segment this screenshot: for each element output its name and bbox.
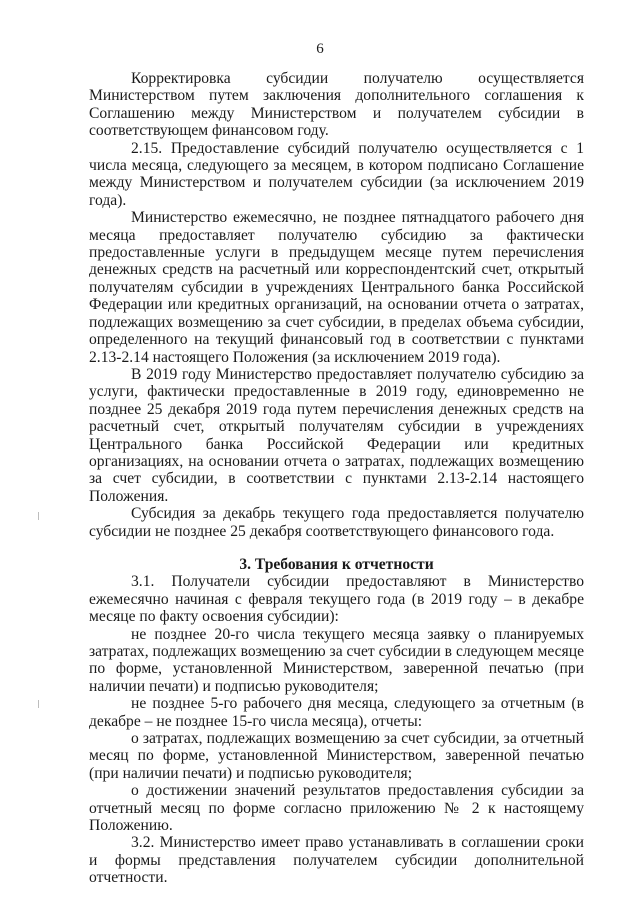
page-number: 6 [316, 41, 324, 57]
margin-mark [38, 512, 39, 520]
paragraph-results-report: о достижении значений результатов предоставления субсидии за отчетный месяц по форме согласно приложению № 2 к настоящему Положению. [89, 782, 584, 835]
paragraph-3-2: 3.2. Министерство имеет право устанавливать в соглашении сроки и формы представления получателем субсидии дополнительной отчетности. [89, 834, 584, 887]
paragraph-reports: не позднее 5-го рабочего дня месяца, следующего за отчетным (в декабре – не позднее 15-го числа месяца), отчеты: [89, 695, 584, 730]
paragraph-2-15: 2.15. Предоставление субсидий получателю осуществляется с 1 числа месяца, следующего за месяцем, в котором подписано Соглашение между Министерством и получателем субсидии (за исключением 2019 года). [89, 139, 584, 209]
paragraph-costs-report: о затратах, подлежащих возмещению за счет субсидии, за отчетный месяц по форме, установленной Министерством, заверенной печатью (при наличии печати) и подписью руководителя; [89, 730, 584, 782]
document-body [89, 70, 584, 887]
section-heading: 3. Требования к отчетности [239, 555, 434, 573]
paragraph-2019-subsidy: В 2019 году Министерство предоставляет получателю субсидию за услуги, фактически предоставленные в 2019 году, единовременно не позднее 25 декабря 2019 года путем перечисления денежных средств на расчетный счет, открытый получателям субсидии в учреждениях Центрального банка Российской Федерации или кредитных организациях, на основании отчета о затратах, подлежащих возмещению за счет субсидии, в соответствии с пунктами 2.13-2.14 настоящего Положения. [89, 365, 584, 505]
paragraph-3-1: 3.1. Получатели субсидии предоставляют в Министерство ежемесячно начиная с февраля текущего года (в 2019 году – в декабре месяце по факту освоения субсидии): [89, 573, 584, 626]
paragraph-request: не позднее 20-го числа текущего месяца заявку о планируемых затратах, подлежащих возмещению за счет субсидии в следующем месяце по форме, установленной Министерством, заверенной печатью (при наличии печати) и подписью руководителя; [89, 625, 584, 695]
paragraph-correction: Корректировка субсидии получателю осуществляется Министерством путем заключения дополнительного соглашения к Соглашению между Министерством и получателем субсидии в соответствующем финансовом году. [89, 70, 584, 140]
margin-mark [38, 700, 39, 708]
paragraph-december-subsidy: Субсидия за декабрь текущего года предоставляется получателю субсидии не позднее 25 декабря соответствующего финансового года. [89, 505, 584, 540]
paragraph-monthly-subsidy: Министерство ежемесячно, не позднее пятнадцатого рабочего дня месяца предоставляет получателю субсидию за фактически предоставленные услуги в предыдущем месяце путем перечисления денежных средств на расчетный или корреспондентский счет, открытый получателям субсидии в учреждениях Центрального банка Российской Федерации или кредитных организаций, на основании отчета о затратах, подлежащих возмещению за счет субсидии, в пределах объема субсидии, определенного на текущий финансовый год в соответствии с пунктами 2.13-2.14 настоящего Положения (за исключением 2019 года). [89, 209, 584, 366]
